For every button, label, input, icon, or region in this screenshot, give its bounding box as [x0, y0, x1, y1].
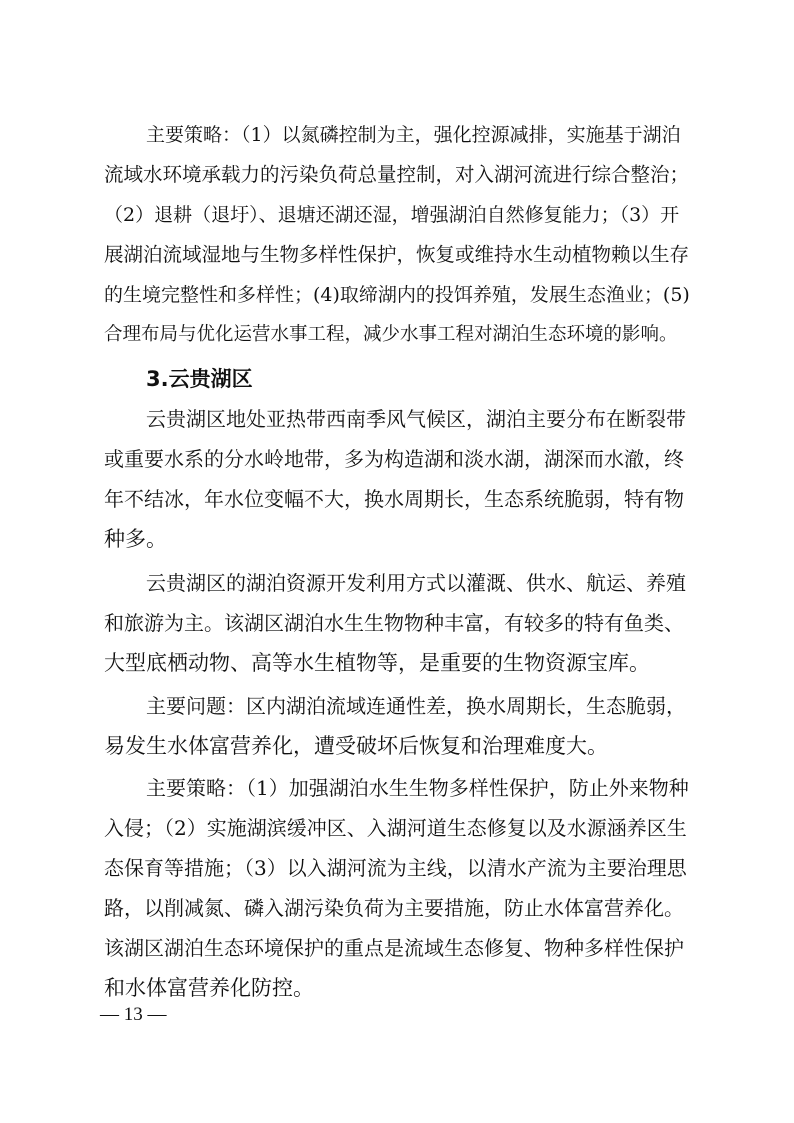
- text-line: 合理布局与优化运营水事工程，减少水事工程对湖泊生态环境的影响。: [104, 324, 678, 345]
- text-line: 云贵湖区的湖泊资源开发利用方式以灌溉、供水、航运、养殖: [146, 571, 686, 595]
- text-line: 展湖泊流域湿地与生物多样性保护，恢复或维持水生动植物赖以生存: [104, 243, 690, 266]
- text-line: 年不结冰，年水位变幅不大，换水周期长，生态系统脆弱，特有物: [104, 487, 684, 511]
- text-line: 大型底栖动物、高等水生植物等，是重要的生物资源宝库。: [104, 651, 650, 675]
- text-line: 流域水环境承载力的污染负荷总量控制，对入湖河流进行综合整治；: [104, 163, 690, 186]
- text-line: 和旅游为主。该湖区湖泊水生生物物种丰富，有较多的特有鱼类、: [104, 611, 684, 635]
- text-line: 和水体富营养化防控。: [104, 976, 314, 1000]
- text-line: 易发生水体富营养化，遭受破坏后恢复和治理难度大。: [104, 734, 608, 758]
- text-line: 的生境完整性和多样性；(4)取缔湖内的投饵养殖，发展生态渔业；(5): [104, 284, 690, 306]
- text-line: 该湖区湖泊生态环境保护的重点是流域生态修复、物种多样性保护: [104, 936, 684, 960]
- text-line: 云贵湖区地处亚热带西南季风气候区，湖泊主要分布在断裂带: [146, 407, 686, 431]
- page-number: — 13 —: [100, 1004, 167, 1025]
- text-line: 种多。: [104, 527, 167, 551]
- text-line: 主要问题：区内湖泊流域连通性差，换水周期长，生态脆弱，: [146, 694, 686, 718]
- text-line: （2）退耕（退圩）、退塘还湖还湿，增强湖泊自然修复能力；（3）开: [104, 204, 680, 226]
- text-line: 主要策略：（1）加强湖泊水生生物多样性保护，防止外来物种: [146, 776, 689, 800]
- text-line: 或重要水系的分水岭地带，多为构造湖和淡水湖，湖深而水澈，终: [104, 447, 684, 471]
- section-heading: 3.云贵湖区: [146, 367, 253, 391]
- text-line: 主要策略：（1）以氮磷控制为主，强化控源减排，实施基于湖泊: [146, 124, 681, 146]
- text-line: 入侵；（2）实施湖滨缓冲区、入湖河道生态修复以及水源涵养区生: [104, 816, 687, 840]
- text-line: 路，以削减氮、磷入湖污染负荷为主要措施，防止水体富营养化。: [104, 896, 684, 920]
- text-line: 态保育等措施；（3）以入湖河流为主线，以清水产流为主要治理思: [104, 856, 687, 880]
